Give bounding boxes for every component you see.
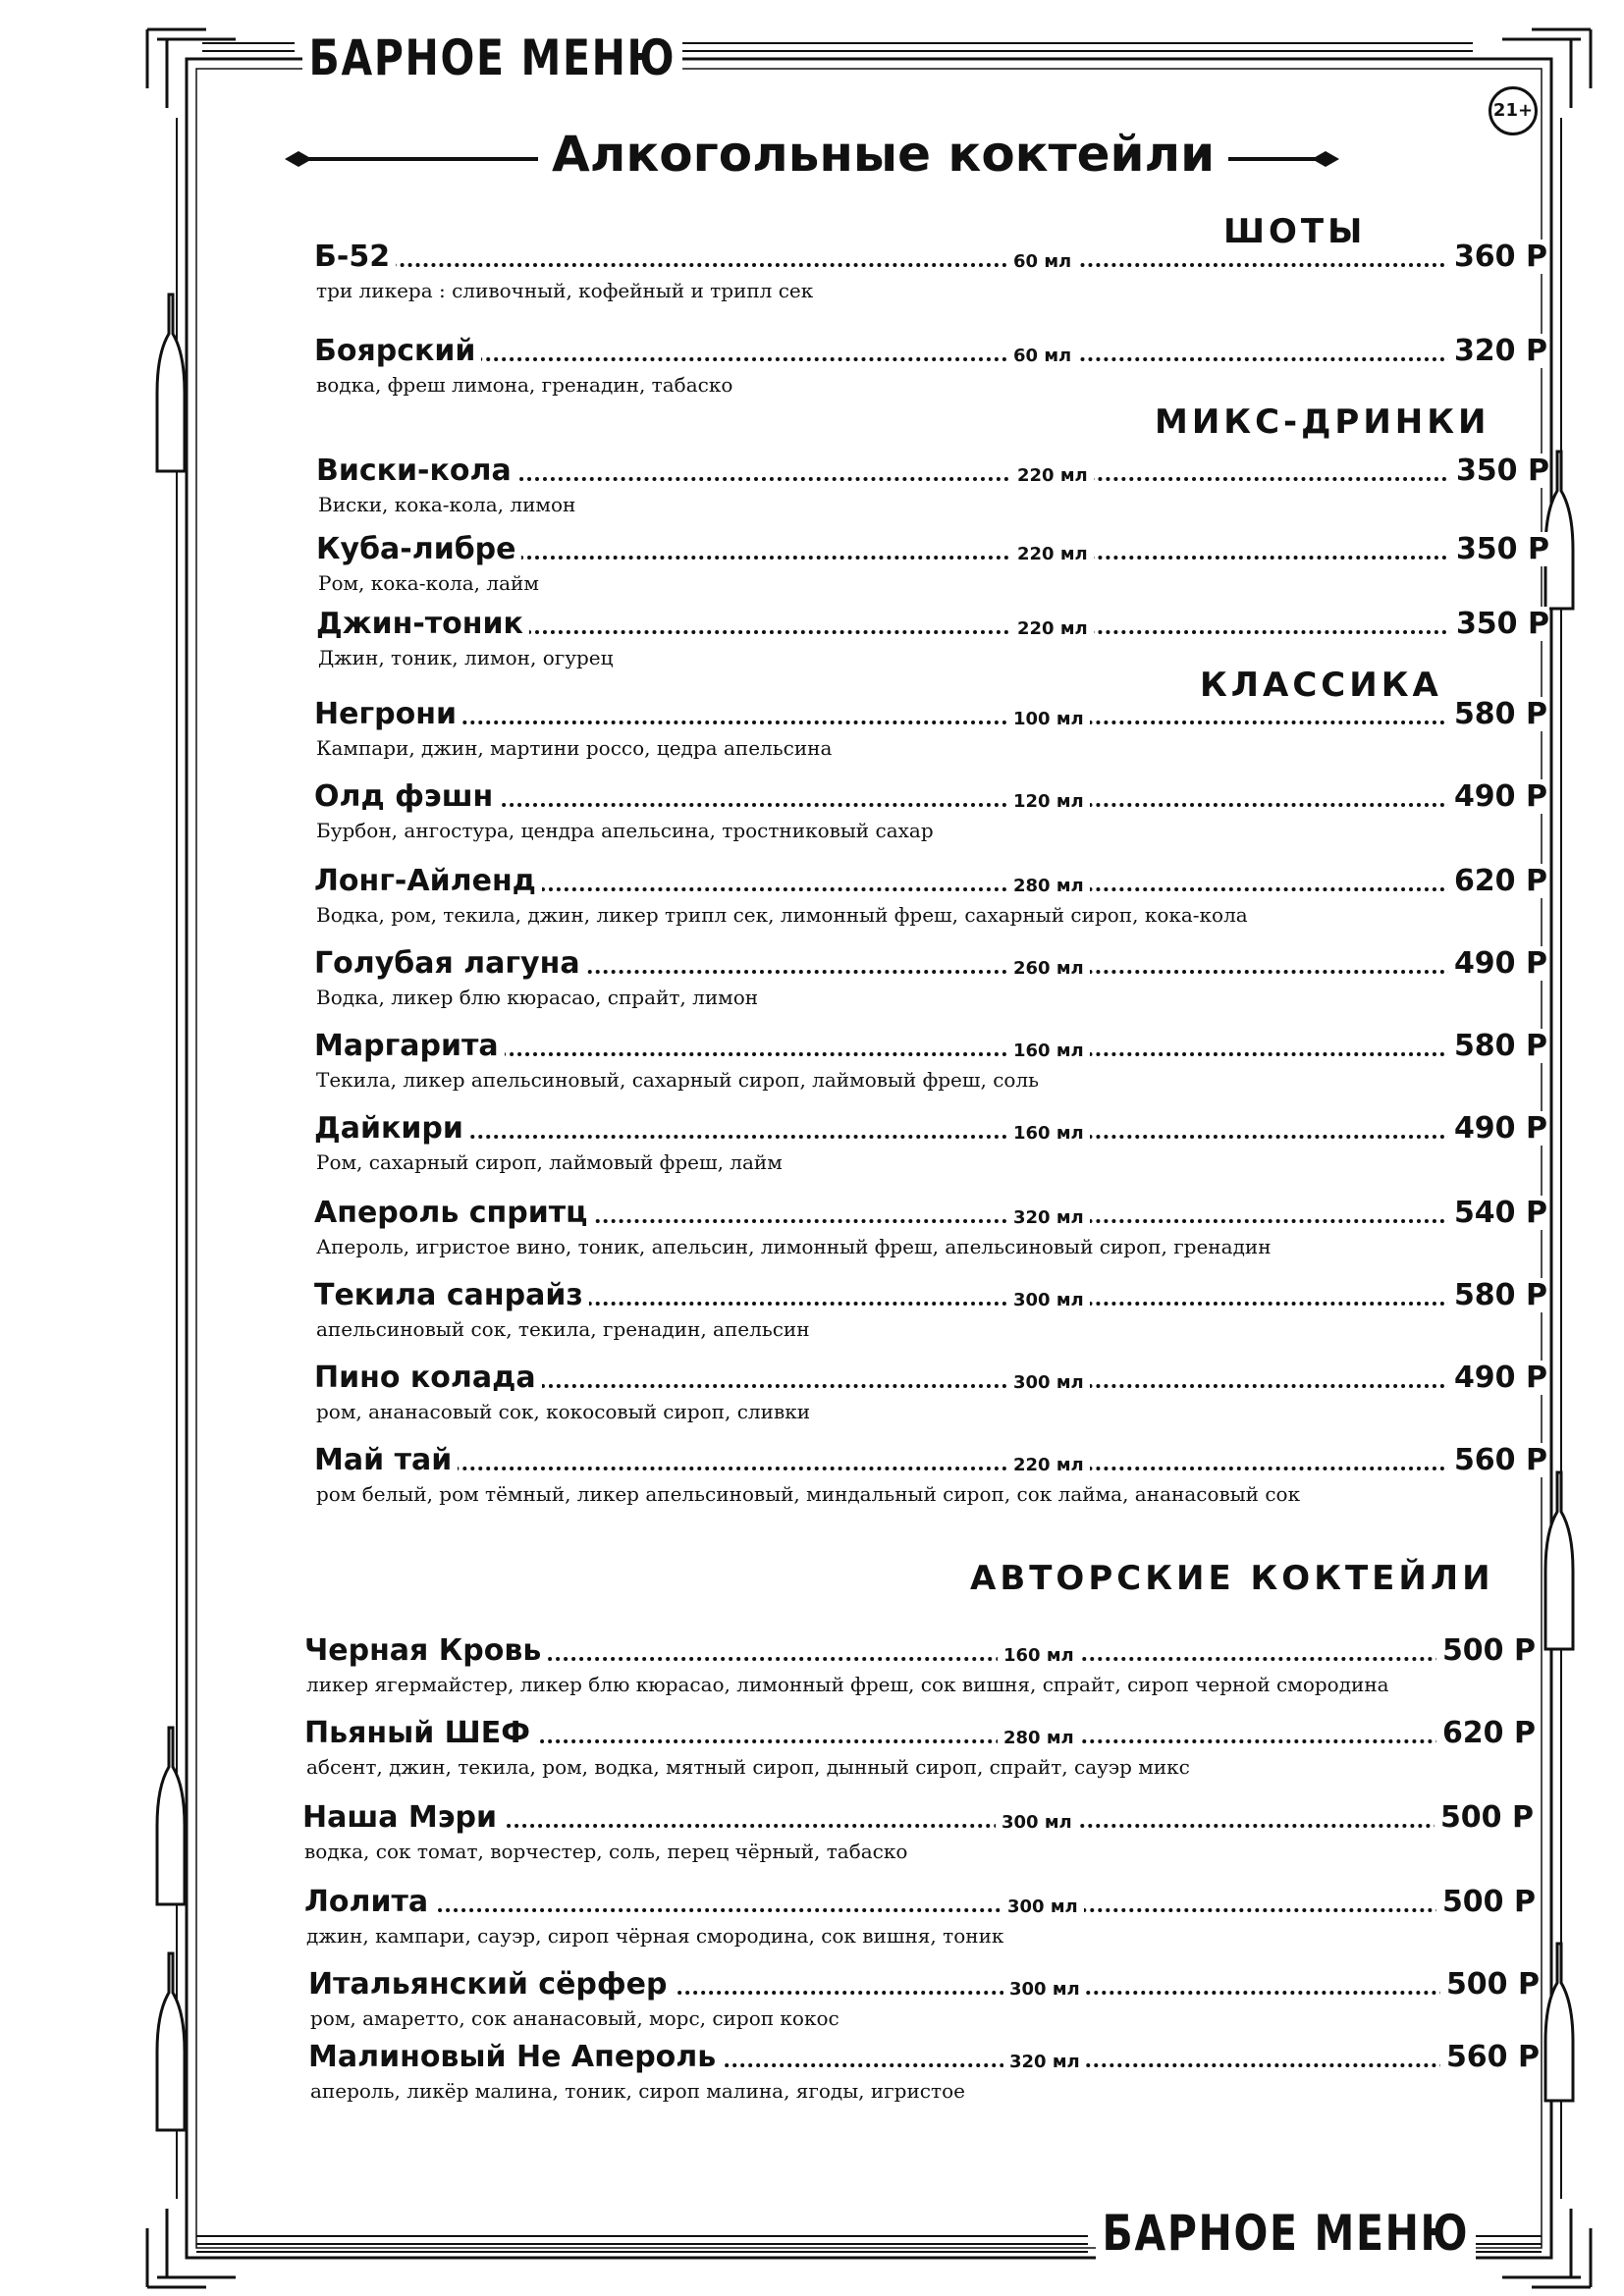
menu-item <box>316 532 1549 595</box>
item-price: 350 Р <box>1450 532 1549 566</box>
item-name: Маргарита <box>314 1029 505 1063</box>
item-name: Негрони <box>314 697 462 731</box>
item-volume: 60 мл <box>1007 346 1077 366</box>
item-price: 490 Р <box>1448 946 1547 981</box>
item-volume: 60 мл <box>1007 251 1077 272</box>
item-description: ром, амаретто, сок ананасовый, морс, сироп кокос <box>310 2006 839 2030</box>
item-price: 620 Р <box>1448 864 1547 898</box>
item-description: Ром, сахарный сироп, лаймовый фреш, лайм <box>316 1150 783 1174</box>
item-description: апельсиновый сок, текила, гренадин, апельсин <box>316 1317 810 1341</box>
item-name: Виски-кола <box>316 454 517 488</box>
item-description: три ликера : сливочный, кофейный и трипл сек <box>316 279 814 302</box>
page-title: Алкогольные коктейли <box>538 126 1228 183</box>
item-price: 580 Р <box>1448 1278 1547 1312</box>
item-volume: 220 мл <box>1011 618 1094 639</box>
item-volume: 100 мл <box>1007 709 1090 729</box>
item-volume: 120 мл <box>1007 791 1090 812</box>
menu-item <box>314 240 1547 302</box>
menu-item <box>314 697 1547 760</box>
menu-item <box>304 1633 1536 1696</box>
item-description: апероль, ликёр малина, тоник, сироп малина, ягоды, игристое <box>310 2079 965 2103</box>
item-description: абсент, джин, текила, ром, водка, мятный сироп, дынный сироп, спрайт, сауэр микс <box>306 1755 1190 1779</box>
item-description: Водка, ром, текила, джин, ликер трипл сек, лимонный фреш, сахарный сироп, кока-кола <box>316 903 1248 927</box>
item-name: Пино колада <box>314 1361 542 1395</box>
item-description: ликер ягермайстер, ликер блю кюрасао, лимонный фреш, сок вишня, спрайт, сироп черной смородина <box>306 1673 1389 1696</box>
footer-title: БАРНОЕ МЕНЮ <box>1096 2205 1476 2262</box>
section-heading-mix: МИКС-ДРИНКИ <box>1155 402 1490 442</box>
menu-item <box>314 1111 1547 1174</box>
menu-item <box>304 1885 1536 1948</box>
item-volume: 300 мл <box>1003 1979 1086 2000</box>
item-price: 350 Р <box>1450 454 1549 488</box>
section-heading-classic: КЛАССИКА <box>1200 666 1442 705</box>
item-volume: 300 мл <box>996 1812 1078 1833</box>
item-price: 320 Р <box>1448 334 1547 368</box>
item-volume: 280 мл <box>998 1728 1080 1748</box>
item-price: 560 Р <box>1440 2040 1540 2074</box>
item-name: Голубая лагуна <box>314 946 586 981</box>
item-description: Джин, тоник, лимон, огурец <box>318 646 614 669</box>
item-description: Апероль, игристое вино, тоник, апельсин, лимонный фреш, апельсиновый сироп, гренадин <box>316 1235 1272 1258</box>
menu-item <box>314 1278 1547 1341</box>
item-price: 490 Р <box>1448 1361 1547 1395</box>
item-volume: 220 мл <box>1007 1455 1090 1475</box>
item-volume: 220 мл <box>1011 465 1094 486</box>
section-heading-author: АВТОРСКИЕ КОКТЕЙЛИ <box>970 1559 1494 1598</box>
menu-item <box>314 1196 1547 1258</box>
menu-item <box>316 607 1549 669</box>
item-name: Джин-тоник <box>316 607 529 641</box>
item-description: Бурбон, ангостура, цендра апельсина, тростниковый сахар <box>316 819 934 842</box>
menu-item <box>314 1361 1547 1423</box>
menu-item <box>308 1967 1540 2030</box>
item-price: 620 Р <box>1436 1716 1536 1750</box>
menu-item <box>304 1716 1536 1779</box>
item-volume: 300 мл <box>1001 1896 1084 1917</box>
item-name: Текила санрайз <box>314 1278 589 1312</box>
item-name: Б-52 <box>314 240 396 274</box>
item-name: Наша Мэри <box>302 1800 503 1835</box>
item-description: Ром, кока-кола, лайм <box>318 571 539 595</box>
item-name: Апероль спритц <box>314 1196 593 1230</box>
item-volume: 160 мл <box>1007 1123 1090 1144</box>
item-description: джин, кампари, сауэр, сироп чёрная смородина, сок вишня, тоник <box>306 1924 1004 1948</box>
item-description: Текила, ликер апельсиновый, сахарный сироп, лаймовый фреш, соль <box>316 1068 1040 1092</box>
menu-item <box>302 1800 1534 1863</box>
menu-item <box>314 1029 1547 1092</box>
item-volume: 160 мл <box>998 1645 1080 1666</box>
item-volume: 300 мл <box>1007 1290 1090 1310</box>
item-name: Боярский <box>314 334 481 368</box>
item-volume: 220 мл <box>1011 544 1094 564</box>
item-name: Олд фэшн <box>314 779 499 814</box>
item-description: ром белый, ром тёмный, ликер апельсиновый, миндальный сироп, сок лайма, ананасовый сок <box>316 1482 1301 1506</box>
section-heading-shots: ШОТЫ <box>1223 212 1367 251</box>
menu-item <box>314 864 1547 927</box>
item-price: 560 Р <box>1448 1443 1547 1477</box>
item-price: 490 Р <box>1448 1111 1547 1146</box>
item-price: 580 Р <box>1448 1029 1547 1063</box>
item-description: Кампари, джин, мартини россо, цедра апельсина <box>316 736 833 760</box>
menu-item <box>314 334 1547 397</box>
item-price: 350 Р <box>1450 607 1549 641</box>
item-name: Лолита <box>304 1885 434 1919</box>
item-name: Малиновый Не Апероль <box>308 2040 722 2074</box>
item-price: 500 Р <box>1436 1633 1536 1668</box>
item-volume: 160 мл <box>1007 1041 1090 1061</box>
item-name: Итальянский сёрфер <box>308 1967 674 2002</box>
menu-item <box>316 454 1549 516</box>
menu-item <box>314 779 1547 842</box>
item-price: 500 Р <box>1435 1800 1534 1835</box>
menu-item <box>308 2040 1540 2103</box>
item-name: Куба-либре <box>316 532 521 566</box>
item-name: Черная Кровь <box>304 1633 547 1668</box>
item-price: 500 Р <box>1440 1967 1540 2002</box>
age-badge: 21+ <box>1489 86 1538 135</box>
menu-item <box>314 946 1547 1009</box>
item-price: 500 Р <box>1436 1885 1536 1919</box>
item-description: водка, фреш лимона, гренадин, табаско <box>316 373 733 397</box>
item-volume: 320 мл <box>1003 2052 1086 2072</box>
item-price: 360 Р <box>1448 240 1547 274</box>
item-name: Лонг-Айленд <box>314 864 542 898</box>
item-price: 490 Р <box>1448 779 1547 814</box>
item-volume: 280 мл <box>1007 876 1090 896</box>
item-description: Водка, ликер блю кюрасао, спрайт, лимон <box>316 986 759 1009</box>
menu-item <box>314 1443 1547 1506</box>
item-volume: 260 мл <box>1007 958 1090 979</box>
item-price: 580 Р <box>1448 697 1547 731</box>
item-name: Дайкири <box>314 1111 469 1146</box>
item-description: ром, ананасовый сок, кокосовый сироп, сливки <box>316 1400 811 1423</box>
item-name: Пьяный ШЕФ <box>304 1716 536 1750</box>
header-title: БАРНОЕ МЕНЮ <box>302 29 682 86</box>
item-price: 540 Р <box>1448 1196 1547 1230</box>
item-volume: 300 мл <box>1007 1372 1090 1393</box>
item-description: водка, сок томат, ворчестер, соль, перец чёрный, табаско <box>304 1840 908 1863</box>
item-volume: 320 мл <box>1007 1207 1090 1228</box>
item-description: Виски, кока-кола, лимон <box>318 493 576 516</box>
item-name: Май тай <box>314 1443 458 1477</box>
